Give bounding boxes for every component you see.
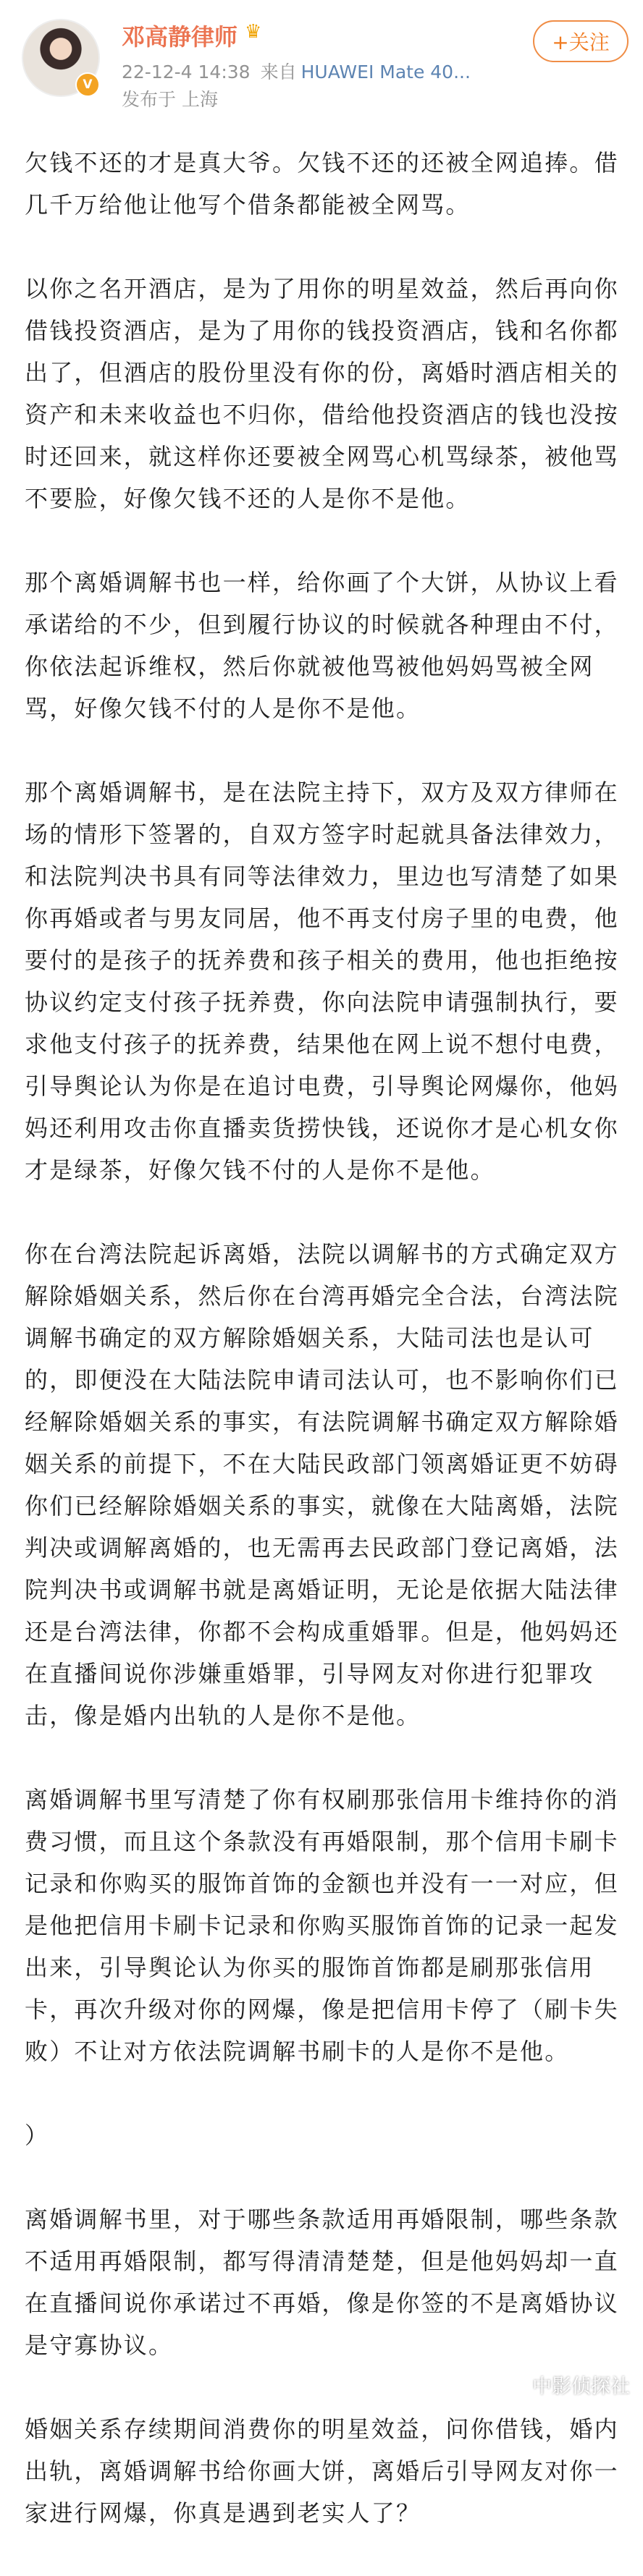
follow-button[interactable]: +关注 bbox=[533, 20, 629, 62]
paragraph: 婚姻关系存续期间消费你的明星效益，问你借钱，婚内出轨，离婚调解书给你画大饼，离婚后引导网友对你一家进行网爆，你真是遇到老实人了？ bbox=[25, 2415, 619, 2527]
author-name[interactable]: 邓高静律师 bbox=[122, 23, 238, 51]
post-meta bbox=[122, 58, 471, 84]
paragraph: 你在台湾法院起诉离婚，法院以调解书的方式确定双方解除婚姻关系，然后你在台湾再婚完全合法，台湾法院调解书确定的双方解除婚姻关系，大陆司法也是认可的，即便没在大陆法院申请司法认可，也不影响你们已经解除婚姻关系的事实，有法院调解书确定双方解除婚姻关系的前提下，不在大陆民政部门领离婚证更不妨碍你们已经解除婚姻关系的事实，就像在大陆离婚，法院判决或调解离婚的，也无需再去民政部门登记离婚，法院判决书或调解书就是离婚证明，无论是依据大陆法律还是台湾法律，你都不会构成重婚罪。但是，他妈妈还在直播间说你涉嫌重婚罪，引导网友对你进行犯罪攻击，像是婚内出轨的人是你不是他。 bbox=[25, 1240, 619, 1729]
post-location: 发布于 上海 bbox=[122, 89, 218, 110]
paragraph: 那个离婚调解书也一样，给你画了个大饼，从协议上看承诺给的不少，但到履行协议的时候就各种理由不付，你依法起诉维权，然后你就被他骂被他妈妈骂被全网骂，好像欠钱不付的人是你不是他。 bbox=[25, 569, 619, 722]
post-header bbox=[0, 0, 643, 142]
paragraph: 离婚调解书里，对于哪些条款适用再婚限制，哪些条款不适用再婚限制，都写得清清楚楚，但是他妈妈却一直在直播间说你承诺过不再婚，像是你签的不是离婚协议是守寡协议。 bbox=[25, 2206, 619, 2359]
post-date: 22-12-4 14:38 bbox=[122, 62, 251, 82]
paragraph: 离婚调解书里写清楚了你有权刷那张信用卡维持你的消费习惯，而且这个条款没有再婚限制，那个信用卡刷卡记录和你购买的服饰首饰的金额也并没有一一对应，但是他把信用卡刷卡记录和你购买服饰首饰的记录一起发出来，引导舆论认为你买的服饰首饰都是刷那张信用卡，再次升级对你的网爆，像是把信用卡停了（刷卡失败）不让对方依法院调解书刷卡的人是你不是他。 bbox=[25, 1786, 619, 2065]
post-body bbox=[25, 142, 623, 2576]
paragraph: 以你之名开酒店，是为了用你的明星效益，然后再向你借钱投资酒店，是为了用你的钱投资酒店，钱和名你都出了，但酒店的股份里没有你的份，离婚时酒店相关的资产和未来收益也不归你，借给他投资酒店的钱也没按时还回来，就这样你还要被全网骂心机骂绿茶，被他骂不要脸，好像欠钱不还的人是你不是他。 bbox=[25, 275, 619, 512]
source-prefix: 来自 bbox=[260, 62, 297, 82]
paragraph: ） bbox=[25, 2122, 50, 2149]
paragraph: 欠钱不还的才是真大爷。欠钱不还的还被全网追捧。借几千万给他让他写个借条都能被全网骂。 bbox=[25, 149, 619, 219]
verified-badge-icon: V bbox=[75, 72, 100, 97]
crown-icon: ♛ bbox=[245, 21, 262, 43]
watermark: 中影侦探社 bbox=[532, 2376, 630, 2398]
paragraph: 那个离婚调解书，是在法院主持下，双方及双方律师在场的情形下签署的，自双方签字时起就具备法律效力，和法院判决书具有同等法律效力，里边也写清楚了如果你再婚或者与男友同居，他不再支付房子里的电费，他要付的是孩子的抚养费和孩子相关的费用，他也拒绝按协议约定支付孩子抚养费，你向法院申请强制执行，要求他支付孩子的抚养费，结果他在网上说不想付电费，引导舆论认为你是在追讨电费，引导舆论网爆你，他妈妈还利用攻击你直播卖货捞快钱，还说你才是心机女你才是绿茶，好像欠钱不付的人是你不是他。 bbox=[25, 779, 619, 1184]
device-name[interactable]: HUAWEI Mate 40... bbox=[301, 62, 471, 82]
